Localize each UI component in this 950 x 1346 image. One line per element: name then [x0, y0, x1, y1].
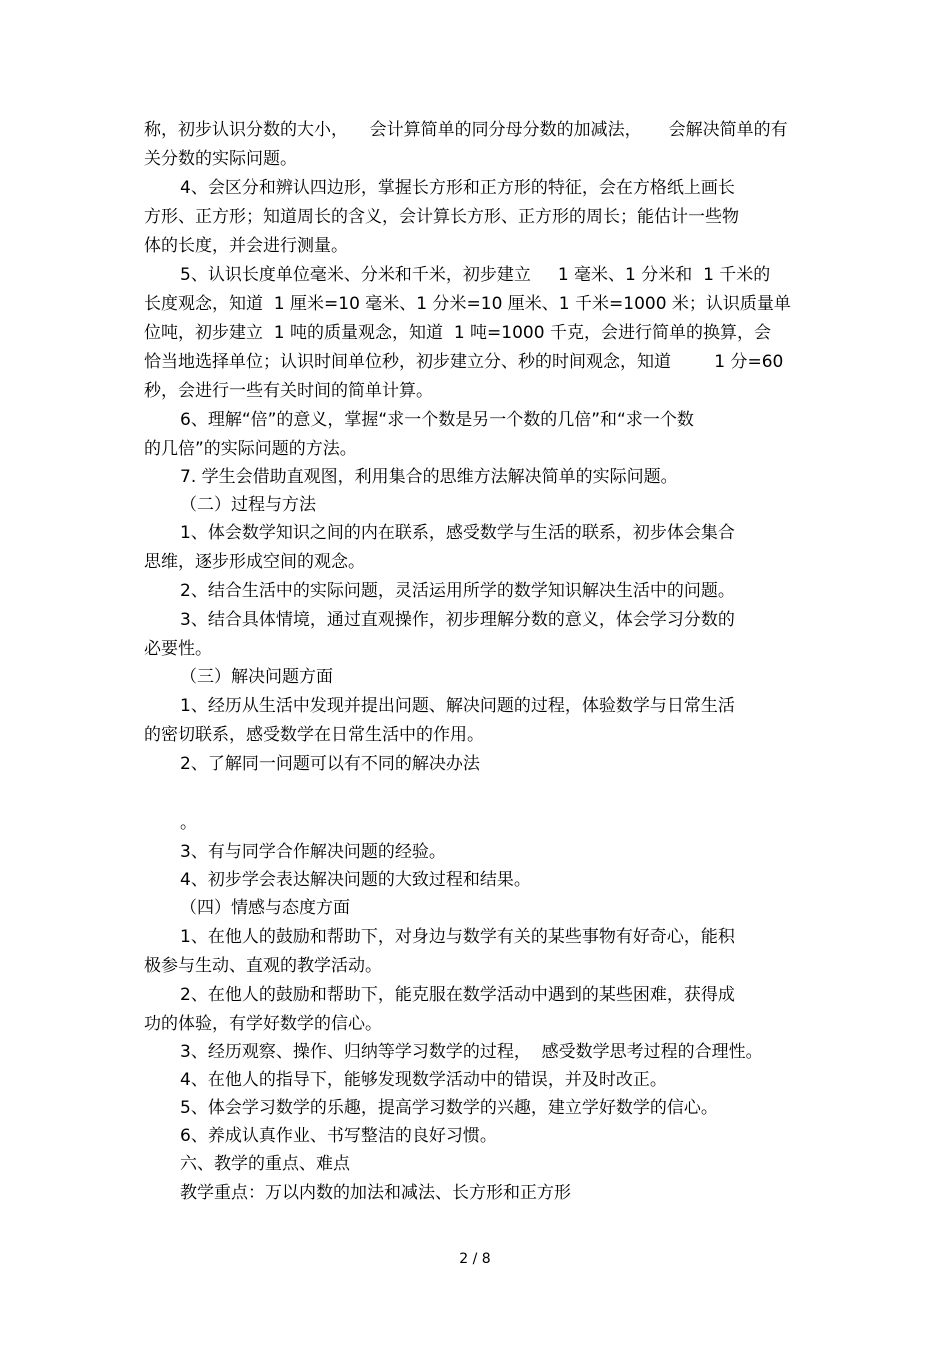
text-line: 。 — [180, 813, 197, 833]
text-line: 3、结合具体情境，通过直观操作，初步理解分数的意义，体会学习分数的 — [180, 610, 735, 630]
text-line: 1、体会数学知识之间的内在联系，感受数学与生活的联系，初步体会集合 — [180, 523, 735, 543]
text-line: 5、体会学习数学的乐趣，提高学习数学的兴趣，建立学好数学的信心。 — [180, 1098, 718, 1118]
text-line: 秒，会进行一些有关时间的简单计算。 — [144, 381, 433, 401]
text-line: 的几倍”的实际问题的方法。 — [144, 439, 357, 459]
section-heading: 六、教学的重点、难点 — [180, 1154, 350, 1174]
text-line: 恰当地选择单位；认识时间单位秒，初步建立分、秒的时间观念，知道 1 分=60 — [144, 352, 784, 372]
text-line: 1、经历从生活中发现并提出问题、解决问题的过程，体验数学与日常生活 — [180, 696, 735, 716]
text-line: 极参与生动、直观的教学活动。 — [144, 956, 382, 976]
text-line: 2、结合生活中的实际问题，灵活运用所学的数学知识解决生活中的问题。 — [180, 581, 735, 601]
text-line: 3、有与同学合作解决问题的经验。 — [180, 842, 446, 862]
text-line: 教学重点：万以内数的加法和减法、长方形和正方形 — [180, 1183, 571, 1203]
text-line: 1、在他人的鼓励和帮助下，对身边与数学有关的某些事物有好奇心，能积 — [180, 927, 735, 947]
text-line: 位吨，初步建立 1 吨的质量观念，知道 1 吨=1000 千克，会进行简单的换算，会 — [144, 323, 771, 343]
text-line: 必要性。 — [144, 639, 212, 659]
text-line: 6、理解“倍”的意义，掌握“求一个数是另一个数的几倍”和“求一个数 — [180, 410, 694, 430]
text-line: 2、在他人的鼓励和帮助下，能克服在数学活动中遇到的某些困难，获得成 — [180, 985, 735, 1005]
text-line: 4、会区分和辨认四边形，掌握长方形和正方形的特征，会在方格纸上画长 — [180, 178, 735, 198]
text-line: 5、认识长度单位毫米、分米和千米，初步建立 1 毫米、1 分米和 1 千米的 — [180, 265, 771, 285]
text-line: 关分数的实际问题。 — [144, 149, 297, 169]
text-line: 4、在他人的指导下，能够发现数学活动中的错误，并及时改正。 — [180, 1070, 667, 1090]
page-number: 2 / 8 — [459, 1251, 491, 1267]
text-line: 功的体验，有学好数学的信心。 — [144, 1014, 382, 1034]
text-line: 2、了解同一问题可以有不同的解决办法 — [180, 754, 480, 774]
text-line: 长度观念，知道 1 厘米=10 毫米、1 分米=10 厘米、1 千米=1000 米；认识质量单 — [144, 294, 791, 314]
text-line: 思维，逐步形成空间的观念。 — [144, 552, 365, 572]
section-heading: （三）解决问题方面 — [180, 667, 333, 687]
section-heading: （二）过程与方法 — [180, 495, 316, 515]
text-line: 方形、正方形；知道周长的含义，会计算长方形、正方形的周长；能估计一些物 — [144, 207, 739, 227]
text-line: 3、经历观察、操作、归纳等学习数学的过程， 感受数学思考过程的合理性。 — [180, 1042, 763, 1062]
text-line: 称，初步认识分数的大小， 会计算简单的同分母分数的加减法， 会解决简单的有 — [144, 120, 788, 140]
section-heading: （四）情感与态度方面 — [180, 898, 350, 918]
text-line: 体的长度，并会进行测量。 — [144, 236, 348, 256]
text-line: 的密切联系，感受数学在日常生活中的作用。 — [144, 725, 484, 745]
text-line: 4、初步学会表达解决问题的大致过程和结果。 — [180, 870, 531, 890]
text-line: 7. 学生会借助直观图，利用集合的思维方法解决简单的实际问题。 — [180, 467, 678, 487]
text-line: 6、养成认真作业、书写整洁的良好习惯。 — [180, 1126, 497, 1146]
